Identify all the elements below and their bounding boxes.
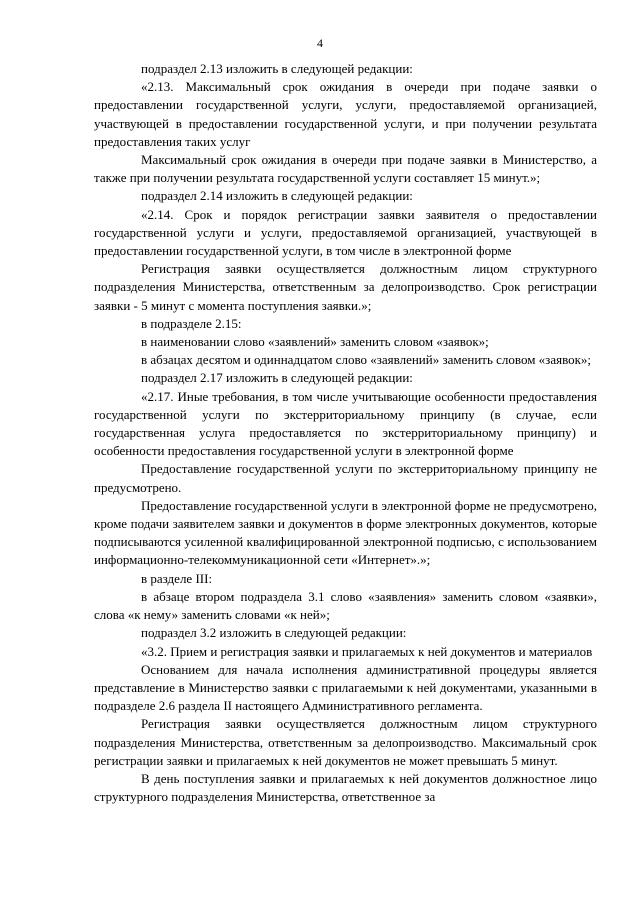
paragraph: подраздел 3.2 изложить в следующей редакции: (141, 625, 407, 641)
paragraph: Предоставление государственной услуги в электронной форме не предусмотрено, кроме подачи заявителем заявки и документов в форме электронных документов, которые подписываются усиленной квалифицированной электронной подписью, с использованием информационно-телекоммуникационной сети «Интернет».»; (94, 497, 597, 568)
paragraph: в подразделе 2.15: (141, 315, 242, 331)
paragraph: Регистрация заявки осуществляется должностным лицом структурного подразделения Министерства, ответственным за делопроизводство. Срок регистрации заявки - 5 минут с момента поступления заявки.»; (94, 261, 597, 313)
paragraph: «2.14. Срок и порядок регистрации заявки заявителя о предоставлении государственной услуги и услуги, предоставляемой организацией, участвующей в предоставлении государственной услуги, в том числе в электронной форме (94, 206, 597, 259)
document-body (94, 60, 597, 806)
paragraph: В день поступления заявки и прилагаемых к ней документов должностное лицо структурного подразделения Министерства, ответственное за (94, 770, 597, 805)
paragraph: подраздел 2.13 изложить в следующей редакции: (141, 61, 413, 76)
paragraph: Максимальный срок ожидания в очереди при подаче заявки в Министерство, а также при получении результата государственной услуги составляет 15 минут.»; (94, 152, 597, 186)
paragraph: подраздел 2.17 изложить в следующей редакции: (141, 370, 413, 386)
paragraph: «3.2. Прием и регистрация заявки и прилагаемых к ней документов и материалов (141, 643, 593, 659)
paragraph: в абзацах десятом и одиннадцатом слово «заявлений» заменить словом «заявок»; (141, 352, 592, 368)
paragraph: подраздел 2.14 изложить в следующей редакции: (141, 188, 413, 204)
page-number: 4 (317, 36, 323, 50)
paragraph: «2.13. Максимальный срок ожидания в очереди при подаче заявки о предоставлении государственной услуги, услуги, предоставляемой организацией, участвующей в предоставлении государственной услуги, и при получении результата предоставления таких услуг (94, 79, 597, 149)
paragraph: Регистрация заявки осуществляется должностным лицом структурного подразделения Министерства, ответственным за делопроизводство. Максимальный срок регистрации заявки и прилагаемых к ней документов не может превышать 5 минут. (94, 716, 597, 768)
paragraph: в наименовании слово «заявлений» заменить словом «заявок»; (141, 334, 489, 350)
paragraph: Предоставление государственной услуги по экстерриториальному принципу не предусмотрено. (94, 461, 597, 495)
paragraph: в разделе III: (141, 570, 213, 586)
paragraph: «2.17. Иные требования, в том числе учитывающие особенности предоставления государственной услуги по экстерриториальному принципу (в случае, если государственная услуга предоставляется по экстерриториальному принципу) и особенности предоставления государственной услуги в электронной форме (94, 388, 597, 459)
paragraph: в абзаце втором подраздела 3.1 слово «заявления» заменить словом «заявки», слова «к нему» заменить словами «к ней»; (94, 588, 597, 623)
paragraph: Основанием для начала исполнения административной процедуры является представление в Министерство заявки с прилагаемыми к ней документами, указанными в подразделе 2.6 раздела II настоящего Административного регламента. (94, 661, 597, 714)
